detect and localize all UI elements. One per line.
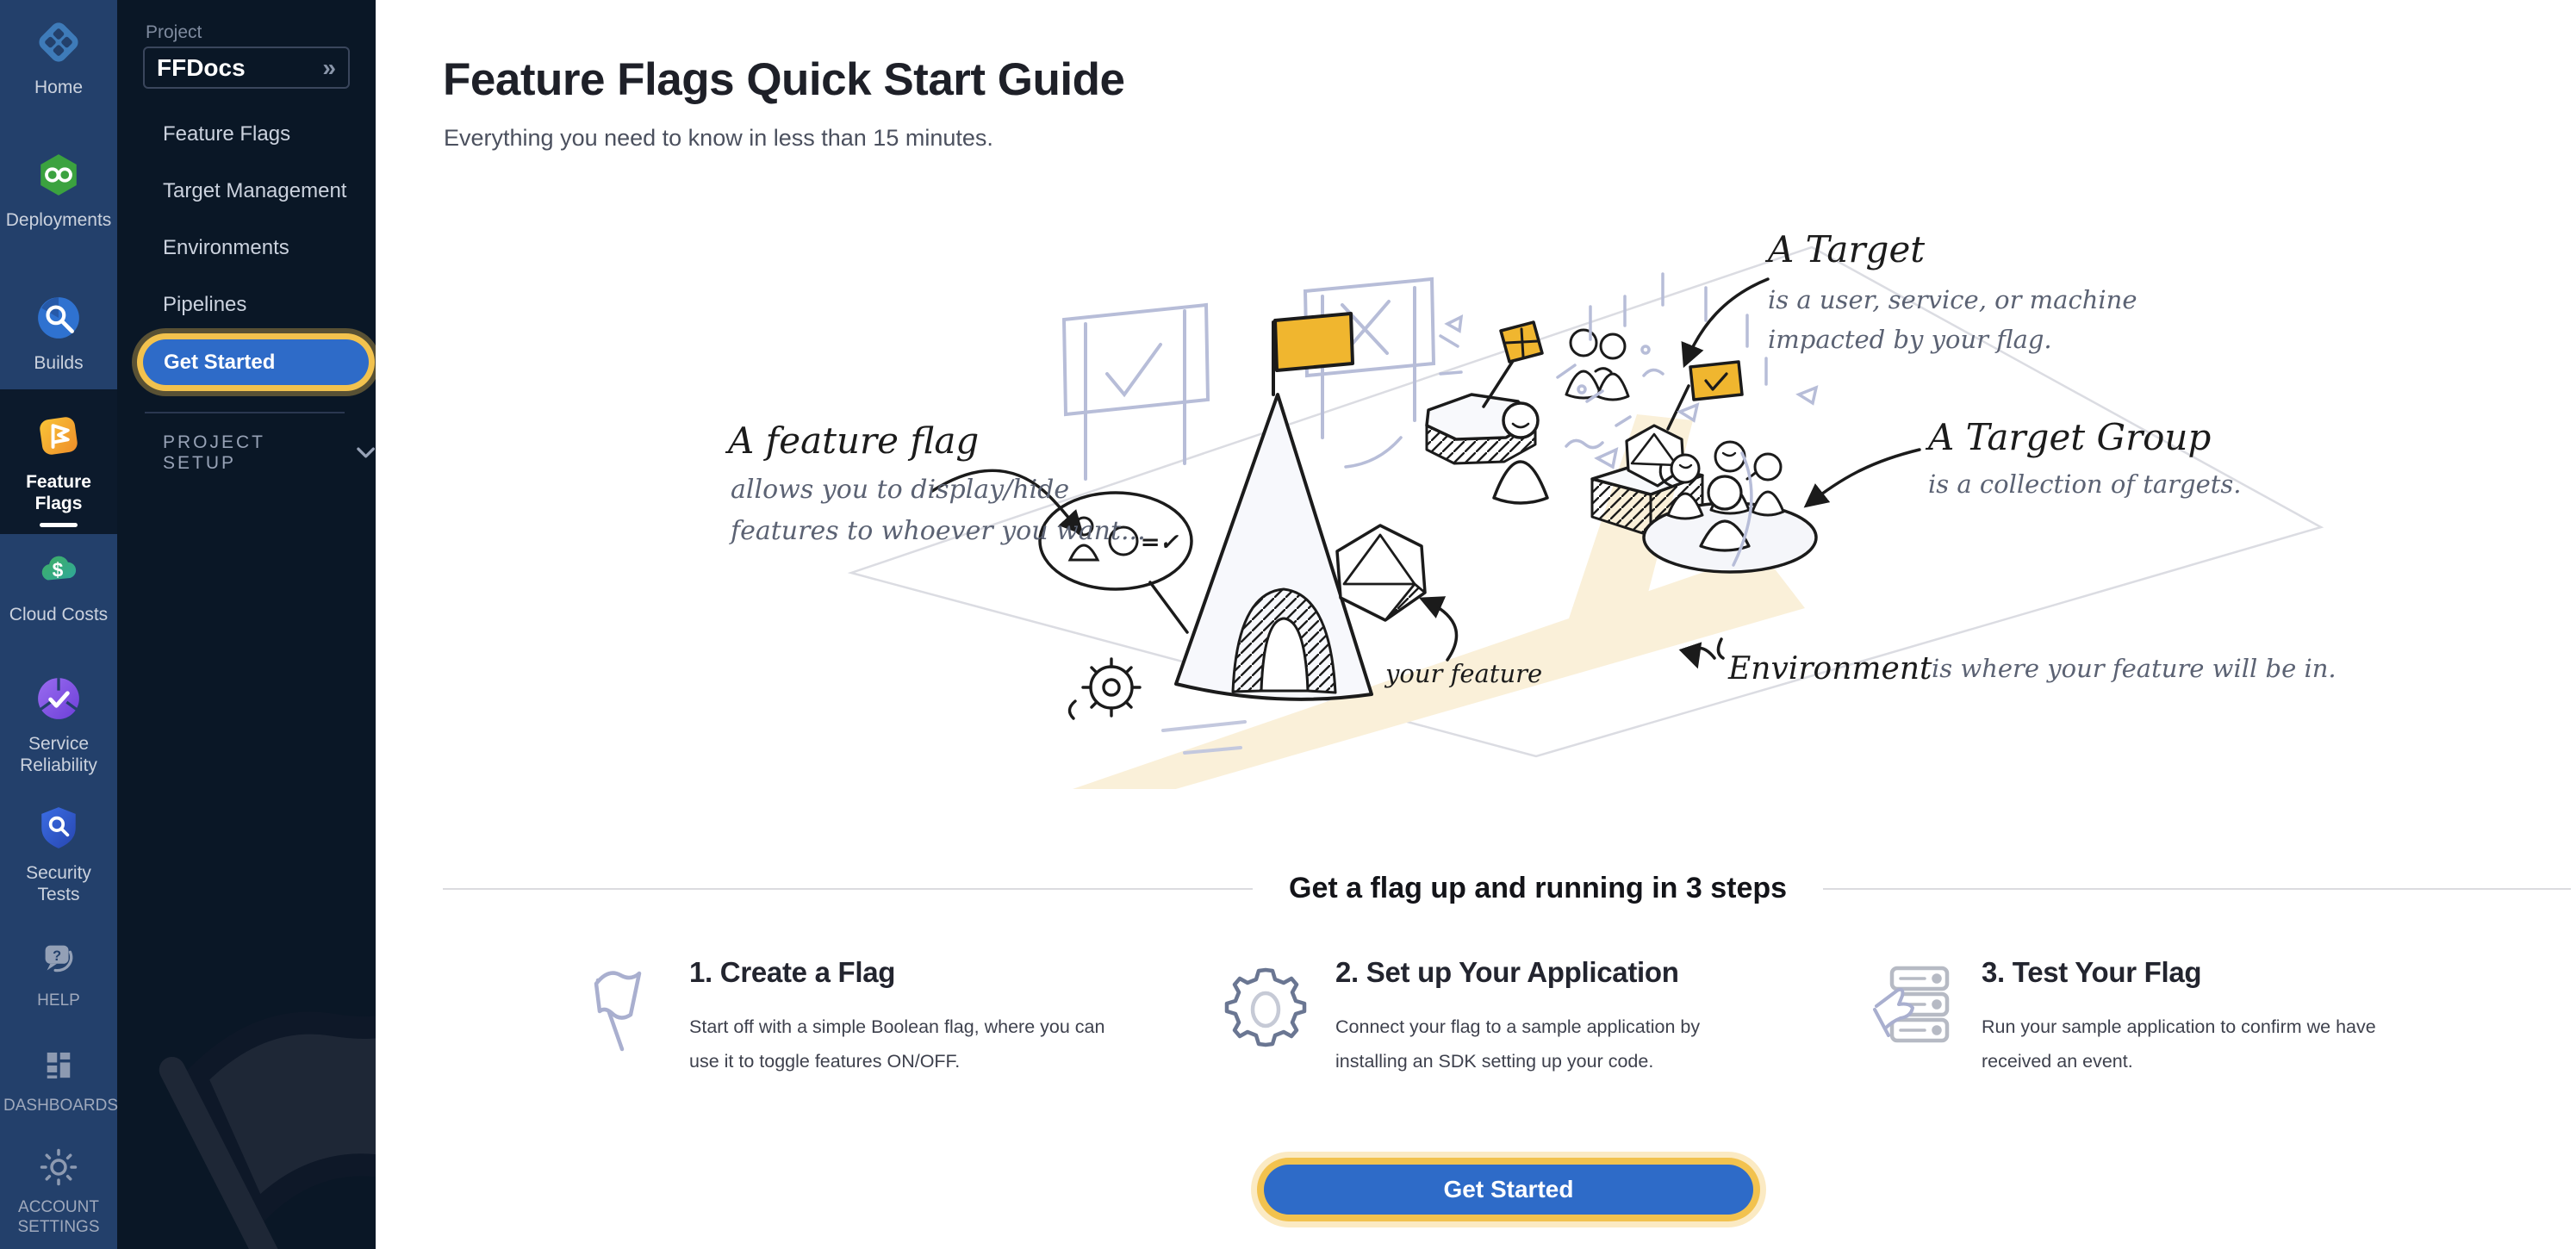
sidebar-item-dashboards[interactable] [0, 1046, 117, 1116]
steps-heading: Get a flag up and running in 3 steps [1289, 872, 1788, 904]
svg-text:?: ? [53, 948, 62, 964]
sidebar-item-label: Home [34, 78, 84, 97]
step-create-flag [576, 953, 1120, 1078]
feature-flag-annotation-line2: features to whoever you want... [731, 516, 1146, 546]
step-test-flag [1868, 953, 2412, 1078]
project-name: FFDocs [157, 53, 246, 81]
deployments-icon [35, 187, 82, 202]
home-icon [35, 54, 82, 69]
target-group-annotation-line: is a collection of targets. [1928, 469, 2242, 499]
target-annotation-title: A Target [1768, 228, 1926, 270]
main-content [376, 0, 2576, 1249]
page-subtitle: Everything you need to know in less than 15 minutes. [444, 125, 993, 151]
svg-text:$: $ [52, 558, 64, 581]
environment-annotation-title: Environment [1728, 651, 1932, 687]
steps-row [576, 953, 2514, 1078]
sidebar-item-label: Service Reliability [20, 734, 97, 776]
service-reliability-icon [35, 711, 82, 725]
speech-bubble-sketch [1040, 493, 1192, 632]
target-annotation-line2: impacted by your flag. [1768, 325, 2052, 354]
dice-sketch [1337, 525, 1425, 620]
step-title: 1. Create a Flag [689, 956, 896, 988]
divider-line-right [1823, 888, 2571, 890]
sidebar-item-feature-flags[interactable] [0, 389, 117, 534]
sidebar-item-deployments[interactable] [0, 152, 117, 231]
nav-item-target-management[interactable]: Target Management [163, 179, 347, 202]
expand-sidebar-icon[interactable]: » [322, 53, 336, 81]
builds-icon [35, 330, 82, 345]
steps-section-divider [376, 872, 2576, 905]
project-setup-label: PROJECT SETUP [163, 432, 265, 473]
secondary-sidebar [117, 0, 376, 1249]
sidebar-item-service-reliability[interactable] [0, 675, 117, 776]
sidebar-item-label: ACCOUNT SETTINGS [17, 1198, 100, 1236]
nav-item-feature-flags[interactable]: Feature Flags [163, 122, 291, 146]
sidebar-item-security-tests[interactable] [0, 805, 117, 905]
security-tests-icon [35, 840, 82, 854]
sidebar-item-home[interactable] [0, 19, 117, 98]
flag-watermark [117, 956, 376, 1249]
page-title: Feature Flags Quick Start Guide [443, 54, 1125, 105]
account-settings-icon [39, 1176, 78, 1190]
quick-start-illustration [681, 195, 2361, 789]
bubble-check-label: =✓ [1141, 530, 1179, 556]
sidebar-item-builds[interactable] [0, 295, 117, 374]
sidebar-item-label: HELP [37, 991, 80, 1010]
get-started-button[interactable]: Get Started [1264, 1165, 1753, 1215]
project-setup-section[interactable] [163, 432, 376, 474]
chevron-down-icon [356, 446, 376, 460]
project-selector[interactable] [143, 47, 350, 89]
step-body: Connect your flag to a sample application by installing an SDK setting up your code. [1335, 1016, 1701, 1072]
step-body: Start off with a simple Boolean flag, where you can use it to toggle features ON/OFF. [689, 1016, 1105, 1072]
server-sketch-icon [1868, 953, 1956, 1078]
step-title: 2. Set up Your Application [1335, 956, 1679, 988]
target-group-annotation-title: A Target Group [1928, 416, 2212, 458]
target-annotation-line1: is a user, service, or machine [1768, 285, 2137, 314]
nav-item-environments[interactable]: Environments [163, 236, 289, 259]
sidebar-item-label: Deployments [5, 210, 112, 230]
divider-line-left [443, 888, 1253, 890]
dashboards-icon [39, 1074, 78, 1089]
primary-sidebar [0, 0, 117, 1249]
sidebar-divider [145, 412, 345, 413]
feature-flag-annotation-title: A feature flag [728, 419, 980, 462]
project-label: Project [146, 22, 202, 42]
your-feature-label: your feature [1385, 659, 1543, 688]
sidebar-item-label: DASHBOARDS [3, 1097, 119, 1115]
tent-sketch [1163, 314, 1372, 753]
selected-underline [40, 523, 78, 527]
sidebar-item-label: Cloud Costs [9, 605, 109, 624]
sidebar-item-label: Security Tests [26, 863, 91, 905]
gear-sketch [1069, 659, 1140, 718]
sidebar-item-label: Feature Flags [26, 472, 91, 514]
nav-item-pipelines[interactable]: Pipelines [163, 293, 247, 316]
step-setup-application [1222, 953, 1766, 1078]
sidebar-item-label: Builds [34, 353, 84, 373]
gear-sketch-icon [1222, 953, 1310, 1078]
feature-flags-icon [34, 449, 83, 463]
sidebar-item-account-settings[interactable] [0, 1147, 117, 1238]
environment-annotation-line: is where your feature will be in. [1932, 654, 2336, 683]
nav-item-get-started-highlighted[interactable]: Get Started [143, 339, 369, 385]
step-body: Run your sample application to confirm we have received an event. [1982, 1016, 2376, 1072]
cloud-costs-icon [35, 558, 82, 596]
step-title: 3. Test Your Flag [1982, 956, 2202, 988]
feature-flag-annotation-line1: allows you to display/hide [731, 475, 1070, 505]
flag-sketch-icon [576, 953, 663, 1078]
checkbox-signboards-sketch [1064, 279, 1434, 479]
sidebar-item-cloud-costs[interactable] [0, 546, 117, 625]
sidebar-item-help[interactable] [0, 937, 117, 1011]
help-icon [37, 948, 80, 984]
